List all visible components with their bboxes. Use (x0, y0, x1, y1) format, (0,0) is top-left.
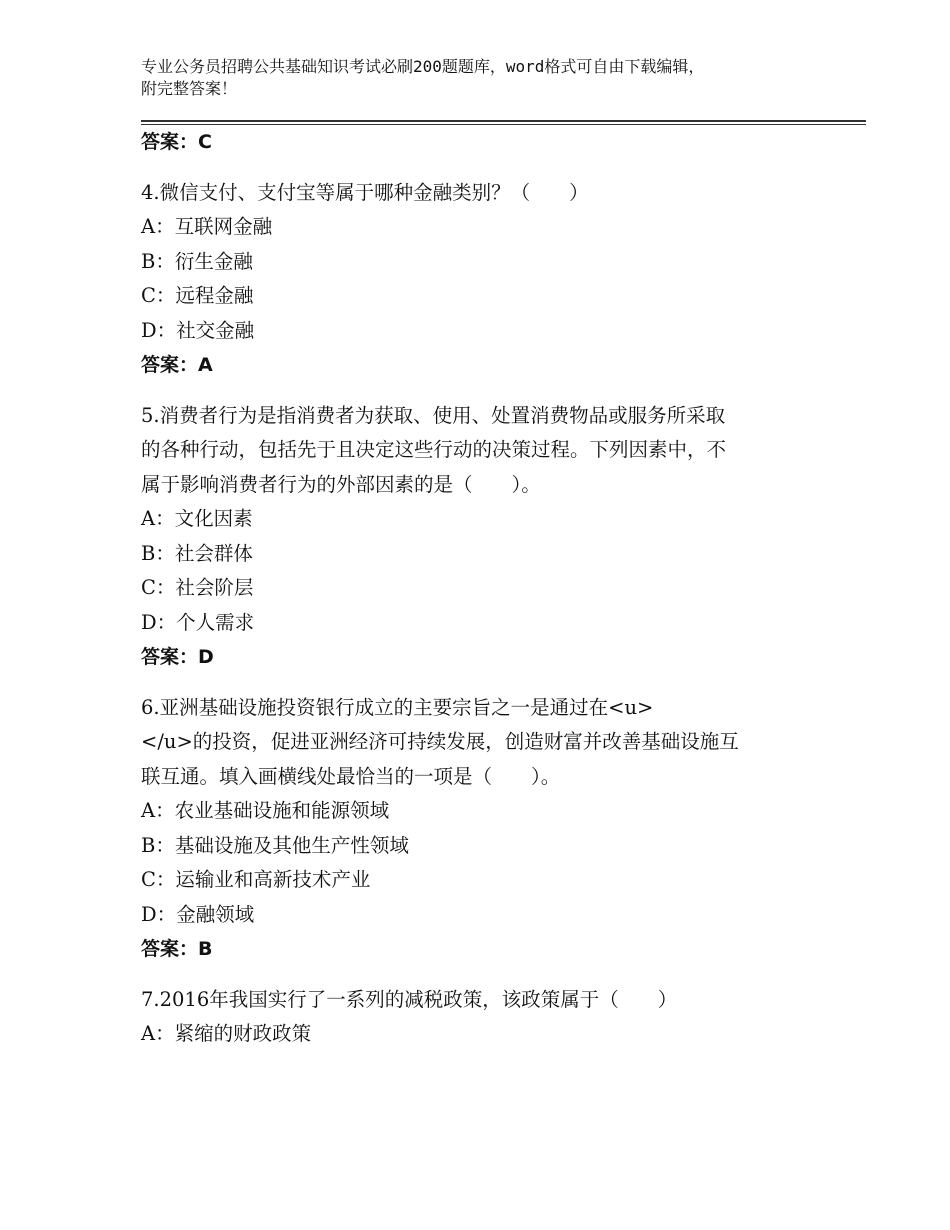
header-line-2: 附完整答案！ (141, 79, 238, 98)
answer-label: 答案：C (141, 131, 212, 153)
question-block (141, 983, 821, 1052)
option-a: A：农业基础设施和能源领域 (141, 799, 390, 822)
option-a: A：紧缩的财政政策 (141, 1022, 312, 1045)
question-text: 4.微信支付、支付宝等属于哪种金融类别？（ ） (141, 180, 589, 204)
question-content (141, 125, 821, 1052)
answer-label: 答案：B (141, 938, 213, 960)
question-text: 5.消费者行为是指消费者为获取、使用、处置消费物品或服务所采取 (141, 403, 726, 427)
question-text: </u>的投资，促进亚洲经济可持续发展，创造财富并改善基础设施互 (141, 730, 739, 753)
option-d: D：社交金融 (141, 318, 255, 342)
question-text: 7.2016年我国实行了一系列的减税政策，该政策属于（ ） (141, 987, 678, 1011)
option-c: C：远程金融 (141, 284, 254, 307)
answer-label: 答案：D (141, 646, 214, 668)
header-line-1: 专业公务员招聘公共基础知识考试必刷200题题库，word格式可自由下载编辑， (141, 57, 705, 76)
option-a: A：互联网金融 (141, 215, 273, 238)
question-block (141, 691, 821, 967)
question-block (141, 399, 821, 675)
option-b: B：基础设施及其他生产性领域 (141, 833, 409, 857)
option-b: B：社会群体 (141, 541, 253, 565)
option-b: B：衍生金融 (141, 249, 253, 273)
option-c: C：社会阶层 (141, 576, 254, 599)
option-d: D：个人需求 (141, 610, 255, 634)
question-text: 的各种行动，包括先于且决定这些行动的决策过程。下列因素中，不 (141, 438, 727, 461)
question-text: 联互通。填入画横线处最恰当的一项是（ ）。 (141, 764, 561, 788)
option-d: D：金融领域 (141, 902, 255, 926)
option-c: C：运输业和高新技术产业 (141, 868, 371, 891)
answer-label: 答案：A (141, 354, 213, 376)
page-header (141, 56, 801, 100)
header-divider-thick (141, 120, 866, 122)
option-a: A：文化因素 (141, 507, 253, 530)
question-text: 6.亚洲基础设施投资银行成立的主要宗旨之一是通过在<u> (141, 695, 654, 719)
question-text: 属于影响消费者行为的外部因素的是（ ）。 (141, 472, 541, 496)
question-block (141, 176, 821, 383)
